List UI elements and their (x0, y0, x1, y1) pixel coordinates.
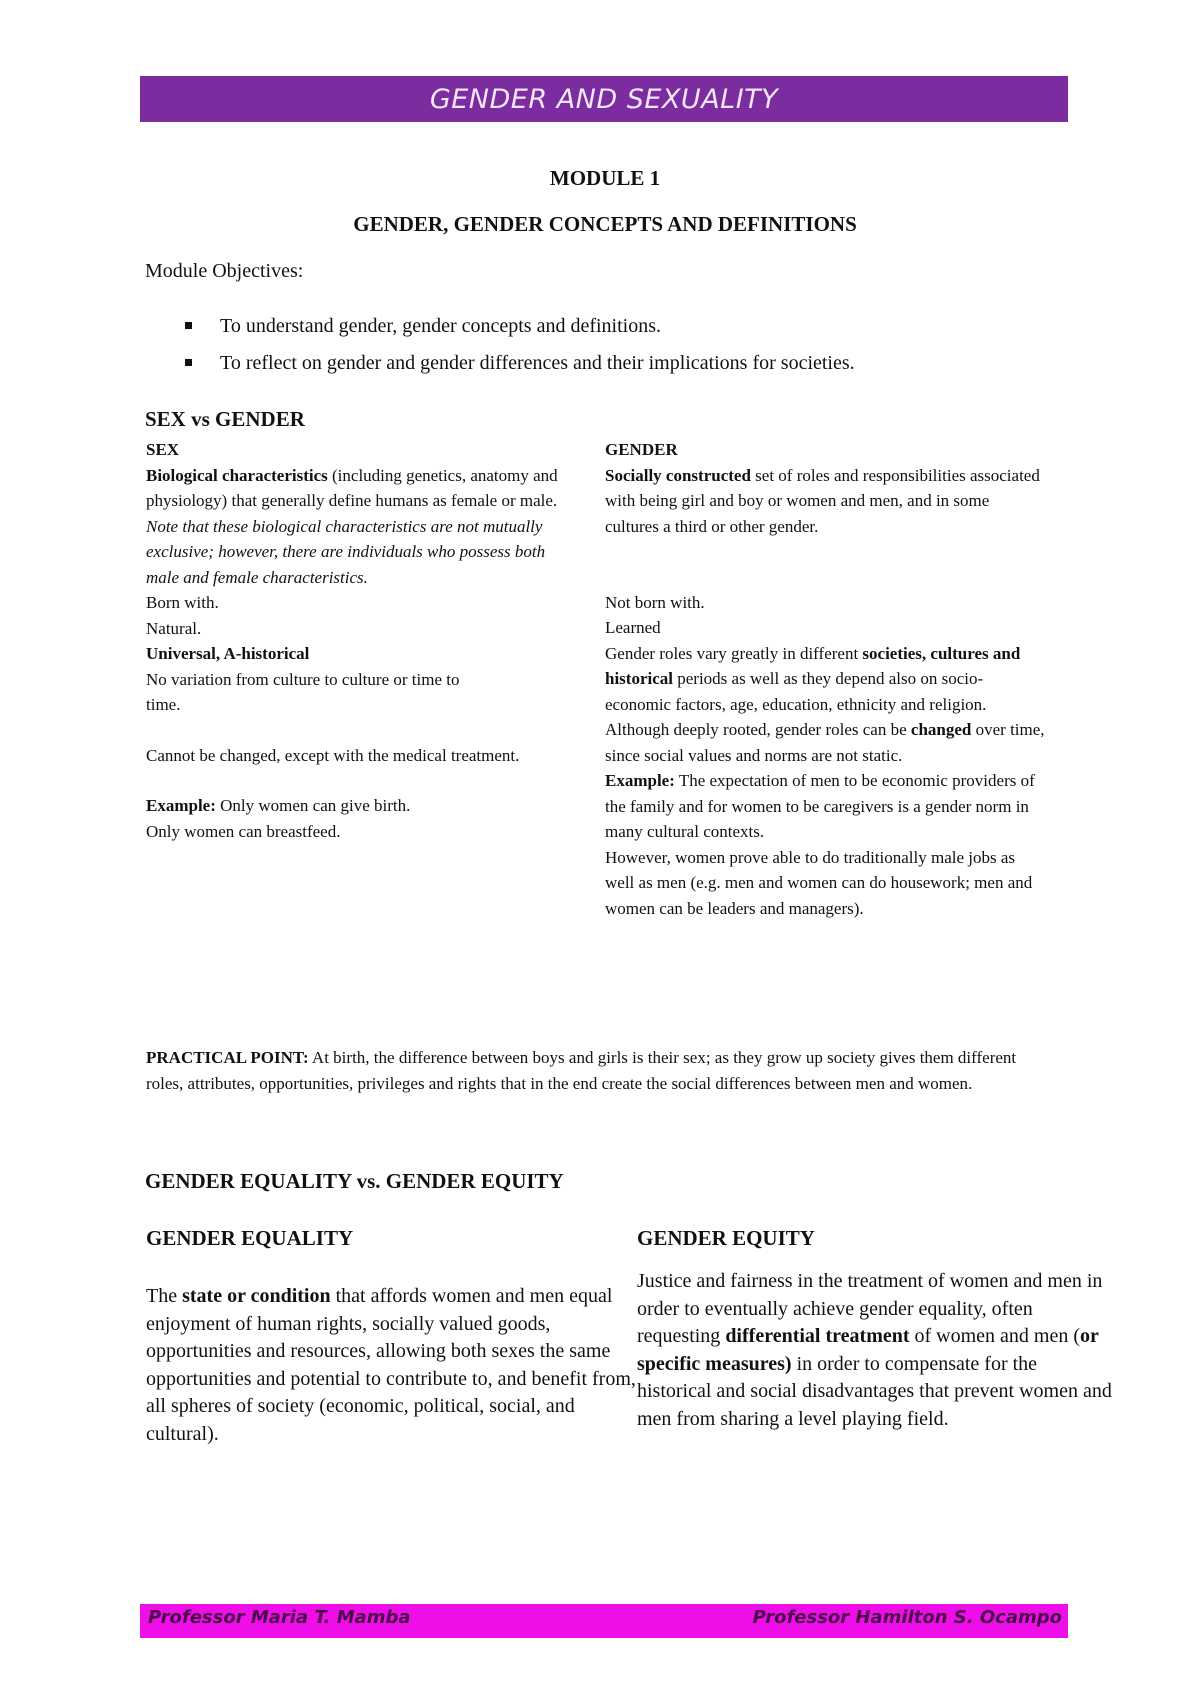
bullet-icon (185, 359, 192, 366)
objective-item: To reflect on gender and gender differences and their implications for societies. (185, 349, 855, 386)
practical-point: PRACTICAL POINT: At birth, the difference between boys and girls is their sex; as they grow up society gives them different roles, attributes, opportunities, privileges and rights that in the end create the social differences between men and women. (146, 1048, 1017, 1093)
gender-column (605, 437, 1045, 921)
sex-variation: No variation from culture to culture or time to time. (146, 669, 460, 714)
sex-example: Example: Only women can give birth. (146, 796, 411, 815)
sex-universal: Universal, A-historical (146, 644, 310, 663)
gender-learned: Learned (605, 618, 661, 637)
header-bar (140, 76, 1068, 122)
module-number: MODULE 1 (549, 166, 661, 190)
equality-text: The state or condition that affords women and men equal enjoyment of human rights, socially valued goods, opportunities and resources, allowing both sexes the same opportunities and potential to contribute to, and benefit from, all spheres of society (economic, political, social, and cultural). (146, 1285, 636, 1445)
footer-left-author: Professor Maria T. Mamba (148, 1607, 411, 1628)
gender-heading: GENDER (605, 440, 678, 459)
gender-however: However, women prove able to do traditionally male jobs as well as men (e.g. men and women can do housework; men and women can be leaders and managers). (605, 847, 1033, 918)
section-heading-sex-vs-gender: SEX vs GENDER (145, 407, 305, 431)
footer-bar (140, 1604, 1068, 1638)
gender-example: Example: The expectation of men to be economic providers of the family and for women to be caregivers is a gender norm in many cultural contexts. (605, 771, 1035, 841)
objectives-list (185, 312, 855, 386)
objectives-heading: Module Objectives: (145, 260, 304, 282)
sex-definition: Biological characteristics (including genetics, anatomy and physiology) that generally define humans as female or male. Note that these biological characteristics are not mutually exclusive; however, there are individuals who possess both male and female characteristics. (146, 465, 558, 587)
module-title: GENDER, GENDER CONCEPTS AND DEFINITIONS (353, 212, 857, 236)
sex-example-2: Only women can breastfeed. (146, 821, 341, 841)
section-heading-equality-vs-equity: GENDER EQUALITY vs. GENDER EQUITY (145, 1169, 564, 1193)
objective-item: To understand gender, gender concepts and definitions. (185, 312, 855, 349)
sex-heading: SEX (146, 440, 180, 459)
header-title: GENDER AND SEXUALITY (429, 83, 779, 115)
gender-not-born: Not born with. (605, 592, 705, 612)
equity-heading: GENDER EQUITY (637, 1226, 815, 1250)
equity-text: Justice and fairness in the treatment of women and men in order to eventually achieve gender equality, often requesting differential treatment of women and men (or specific measures) in order to compensate for the historical and social disadvantages that prevent women and men from sharing a level playing field. (637, 1270, 1112, 1430)
footer-right-author: Professor Hamilton S. Ocampo (752, 1607, 1062, 1628)
sex-natural: Natural. (146, 618, 202, 638)
gender-vary: Gender roles vary greatly in different societies, cultures and historical periods as well as they depend also on socio-economic factors, age, education, ethnicity and religion. (605, 643, 1021, 714)
gender-definition: Socially constructed set of roles and responsibilities associated with being girl and boy or women and men, and in some cultures a third or other gender. (605, 465, 1040, 536)
sex-born: Born with. (146, 593, 219, 612)
sex-change: Cannot be changed, except with the medical treatment. (146, 745, 520, 765)
bullet-icon (185, 322, 192, 329)
equality-heading: GENDER EQUALITY (146, 1226, 354, 1250)
sex-column (146, 437, 568, 844)
gender-change: Although deeply rooted, gender roles can be changed over time, since social values and norms are not static. (605, 720, 1045, 765)
